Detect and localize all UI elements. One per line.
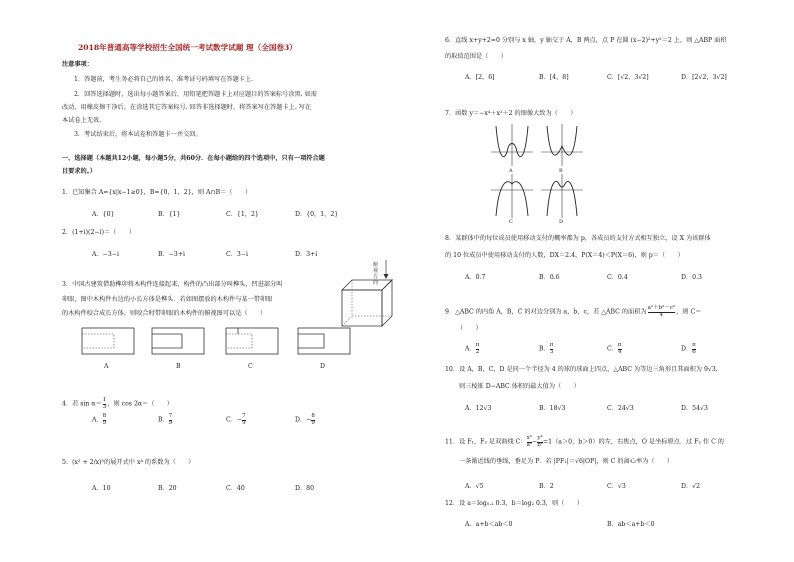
q4-frac-num: 1 <box>102 397 107 403</box>
q4-a-den: 9 <box>102 419 107 426</box>
q12-stem: 12．设 a＝log₀.₂ 0.3，b＝log₂ 0.3，则（ ） <box>445 500 583 507</box>
q10-option-b: B．18√3 <box>539 405 566 412</box>
q2-option-b: B．−3+i <box>158 251 186 258</box>
q11-frac-x-num: x² <box>526 435 532 441</box>
q11-option-d: D．√2 <box>681 483 701 490</box>
q11-stem-b: =1（a＞0，b＞0）的左，右焦点，O 是坐标原点．过 F₂ 作 C 的 <box>542 438 724 446</box>
q4-d-sign: − <box>306 416 312 424</box>
q4-fraction <box>103 398 107 410</box>
q4-b-num: 7 <box>168 413 173 419</box>
q9-stem-b: ，则 C＝ <box>676 308 702 316</box>
section-heading-cont: 目要求的。） <box>62 168 97 175</box>
q4-d-label: D． <box>295 416 307 424</box>
section-heading: 一、选择题（本题共12小题，每小题5分，共60分．在每小题给的四个选项中，只有一项符合题 <box>62 155 325 162</box>
q4-b-fraction <box>169 414 173 426</box>
q11-frac-y-den: b² <box>537 441 543 448</box>
q1-option-d: D．{0，1，2} <box>295 211 339 218</box>
q5-option-c: C．40 <box>226 485 245 492</box>
q10-line-2: 则三棱锥 D−ABC 体积的最大值为（ ） <box>459 383 580 390</box>
q12-option-a: A．a+b＜ab＜0 <box>465 521 513 528</box>
tenon-figure <box>336 258 396 328</box>
q9-b-num: π <box>549 342 554 348</box>
q6-option-c: C．[√2，3√2] <box>607 74 649 81</box>
q6-option-b: B．[4，8] <box>539 74 569 81</box>
q4-option-a <box>92 414 106 426</box>
notice-item-1: 1．答题前，考生务必将自己的姓名、准考证号码填写在答题卡上. <box>74 76 254 83</box>
q9-stem-a: 9．△ABC 的内角 A，B，C 的对边分别为 a，b，c，若 △ABC 的面积为 <box>445 308 647 316</box>
q6-option-a: A．[2，6] <box>465 74 495 81</box>
q9-a-num: π <box>475 342 480 348</box>
q7-graph-c-label: C <box>509 219 513 225</box>
q4-b-den: 9 <box>168 419 173 426</box>
q8-line-1: 8．某群体中的每位成员使用移动支付的概率都为 p，各成员的支付方式相互独立，设 X 为该群体 <box>445 235 711 242</box>
notice-item-3: 3．考试结束后，将本试卷和答题卡一并交回。 <box>74 131 202 138</box>
q12-option-b: B．ab＜a+b＜0 <box>607 521 655 528</box>
q4-c-label: C． <box>226 416 237 424</box>
q9-a-label: A． <box>465 345 476 353</box>
q9-option-d <box>681 343 696 355</box>
q9-c-num: π <box>617 342 622 348</box>
q4-option-d <box>295 414 315 426</box>
q4-option-c <box>226 414 246 426</box>
q11-option-a: A．√5 <box>465 483 484 490</box>
q11-stem-a: 11．设 F₁，F₂ 是双曲线 C： <box>445 438 527 446</box>
q3-option-figures <box>80 326 352 358</box>
q9-a-den: 2 <box>475 348 480 355</box>
q7-graphs <box>487 122 587 220</box>
q5-stem-b: 的展开式中 x⁴ 的系数为（ ） <box>104 459 195 466</box>
q9-a-fraction <box>476 343 480 355</box>
q7-graph-d-label: D <box>559 219 564 225</box>
q6-line-2: 的取值范围是（ ） <box>445 53 507 60</box>
q4-stem-b: ，则 cos 2α＝（ ） <box>107 400 173 408</box>
q9-d-den: 6 <box>692 348 696 355</box>
q9-frac-num: a²＋b²－c² <box>647 305 676 311</box>
q4-c-den: 9 <box>242 419 246 426</box>
q4-c-num: 7 <box>242 413 246 419</box>
q4-d-num: 8 <box>311 413 315 419</box>
q6-option-d: D．[2√2，3√2] <box>681 74 727 81</box>
q2-option-d: D．3+i <box>295 251 318 258</box>
q11-frac-x-den: a² <box>526 441 533 448</box>
q4-c-sign: − <box>236 416 243 424</box>
q1-option-a: A．{0} <box>92 211 115 218</box>
q4-frac-den: 3 <box>102 403 107 410</box>
q3-option-a: A <box>104 363 109 370</box>
q9-frac-den: 4 <box>659 311 664 318</box>
view-direction-label-1: 俯 <box>373 262 379 268</box>
q2-option-c: C．3−i <box>226 251 249 258</box>
q6-line-1: 6．直线 x+y+2=0 分别与 x 轴，y 轴交于 A，B 两点，点 P 在圆 (x−2)²+y²＝2 上，则 △ABP 面积 <box>445 37 727 44</box>
q9-c-fraction <box>618 343 622 355</box>
q1-option-c: C．{1，2} <box>226 211 259 218</box>
q4-a-fraction <box>103 414 107 426</box>
q3-line-2: 卯眼，图中木构件右边的小长方体是榫头．若如图摆放的木构件与某一带卯眼 <box>62 296 273 303</box>
q10-option-c: C．24√3 <box>607 405 634 412</box>
view-direction-label-4: 向 <box>373 280 379 286</box>
q8-option-d: D．0.3 <box>681 274 702 281</box>
q5-expression: (x² + 2/x)⁵ <box>72 459 105 466</box>
q4-d-den: 9 <box>311 419 315 426</box>
q5-option-b: B．20 <box>158 485 177 492</box>
notice-heading: 注意事项： <box>62 61 93 68</box>
exam-title: 2018年普通高等学校招生全国统一考试数学试题 理（全国卷3） <box>78 43 297 52</box>
q11-option-b: B．2 <box>539 483 554 490</box>
q11-frac-y-num: y² <box>537 435 543 441</box>
notice-item-2-cont: 改动，用橡皮擦干净后，在涂选其它答案标号. 回答非选择题时，将答案写在答题卡上. 写在 <box>62 104 312 111</box>
q11-minus: − <box>532 438 538 446</box>
q4-c-fraction <box>242 414 246 426</box>
q9-option-b <box>539 343 553 355</box>
q11-stem <box>445 436 724 448</box>
notice-item-2-end: 本试卷上无效。 <box>62 117 106 124</box>
q9-c-den: 4 <box>617 348 622 355</box>
q7-graph-a-label: A <box>509 168 513 174</box>
view-direction-label-3: 方 <box>373 274 379 280</box>
q9-b-fraction <box>550 343 554 355</box>
q11-option-c: C．√3 <box>607 483 626 490</box>
q5-option-a: A．10 <box>92 485 111 492</box>
notice-item-2: 2．回答选择题时，选出每小题答案后，用铅笔把答题卡上对应题目的答案标号涂黑. 如需 <box>74 91 317 98</box>
q10-line-1: 10．设 A，B，C，D 是同一个半径为 4 的球的球面上四点，△ABC 为等边三角形且其面积为 9√3， <box>445 366 722 373</box>
q1-stem: 1．已知集合 A={x|x−1≥0}，B={0，1，2}，则 A∩B＝（ ） <box>62 189 252 196</box>
q9-d-num: π <box>692 342 696 348</box>
q9-d-label: D． <box>681 345 693 353</box>
q3-option-d: D <box>320 363 325 370</box>
q9-c-label: C． <box>607 345 618 353</box>
q9-b-label: B． <box>539 345 550 353</box>
q8-option-c: C．0.4 <box>607 274 628 281</box>
q4-option-b <box>158 414 172 426</box>
q4-b-label: B． <box>158 416 169 424</box>
q5-stem-a: 5． <box>62 459 73 466</box>
q5-stem <box>62 459 194 467</box>
q3-line-1: 3．中国古建筑借助榫卯将木构件连接起来，构件的凸出部分叫榫头，凹进部分叫 <box>62 281 283 288</box>
q9-option-c <box>607 343 622 355</box>
q4-stem-a: 4．若 sin α＝ <box>62 400 102 408</box>
q8-line-2: 的 10 位成员中使用移动支付的人数，DX＝2.4，P(X＝4)＜P(X＝6)，则 p＝（ ） <box>445 252 684 259</box>
q9-d-fraction <box>692 343 696 355</box>
q3-option-c: C <box>248 363 253 370</box>
q5-option-d: D．80 <box>295 485 315 492</box>
q8-option-b: B．0.6 <box>539 274 560 281</box>
q11-line-2: 一条渐近线的垂线，垂足为 P．若 |PF₁|＝√6|OP|，则 C 的离心率为（ ） <box>459 458 674 465</box>
q3-option-b: B <box>176 363 181 370</box>
q3-line-3: 的木构件咬合成长方体，则咬合时带卯眼的木构件的俯视图可以是（ ） <box>62 310 267 317</box>
q4-a-label: A． <box>92 416 103 424</box>
q8-option-a: A．0.7 <box>465 274 486 281</box>
q4-d-fraction <box>311 414 315 426</box>
q9-option-a <box>465 343 479 355</box>
q10-option-d: D．54√3 <box>681 405 708 412</box>
q4-a-num: 8 <box>102 413 107 419</box>
q10-option-a: A．12√3 <box>465 405 492 412</box>
q7-graph-b-label: B <box>559 168 563 174</box>
q1-option-b: B．{1} <box>158 211 181 218</box>
q9-b-den: 3 <box>549 348 554 355</box>
q9-fraction <box>648 306 676 318</box>
q9-stem <box>445 306 701 318</box>
q7-stem: 7．函数 y＝−x⁴＋x²＋2 的图像大致为（ ） <box>445 110 577 117</box>
q2-stem: 2．(1+i)(2−i)＝（ ） <box>62 229 135 236</box>
view-direction-label-2: 视 <box>373 268 379 274</box>
q2-option-a: A．−3−i <box>92 251 119 258</box>
q4-stem <box>62 398 173 410</box>
q9-line-2: （ ） <box>457 325 482 332</box>
